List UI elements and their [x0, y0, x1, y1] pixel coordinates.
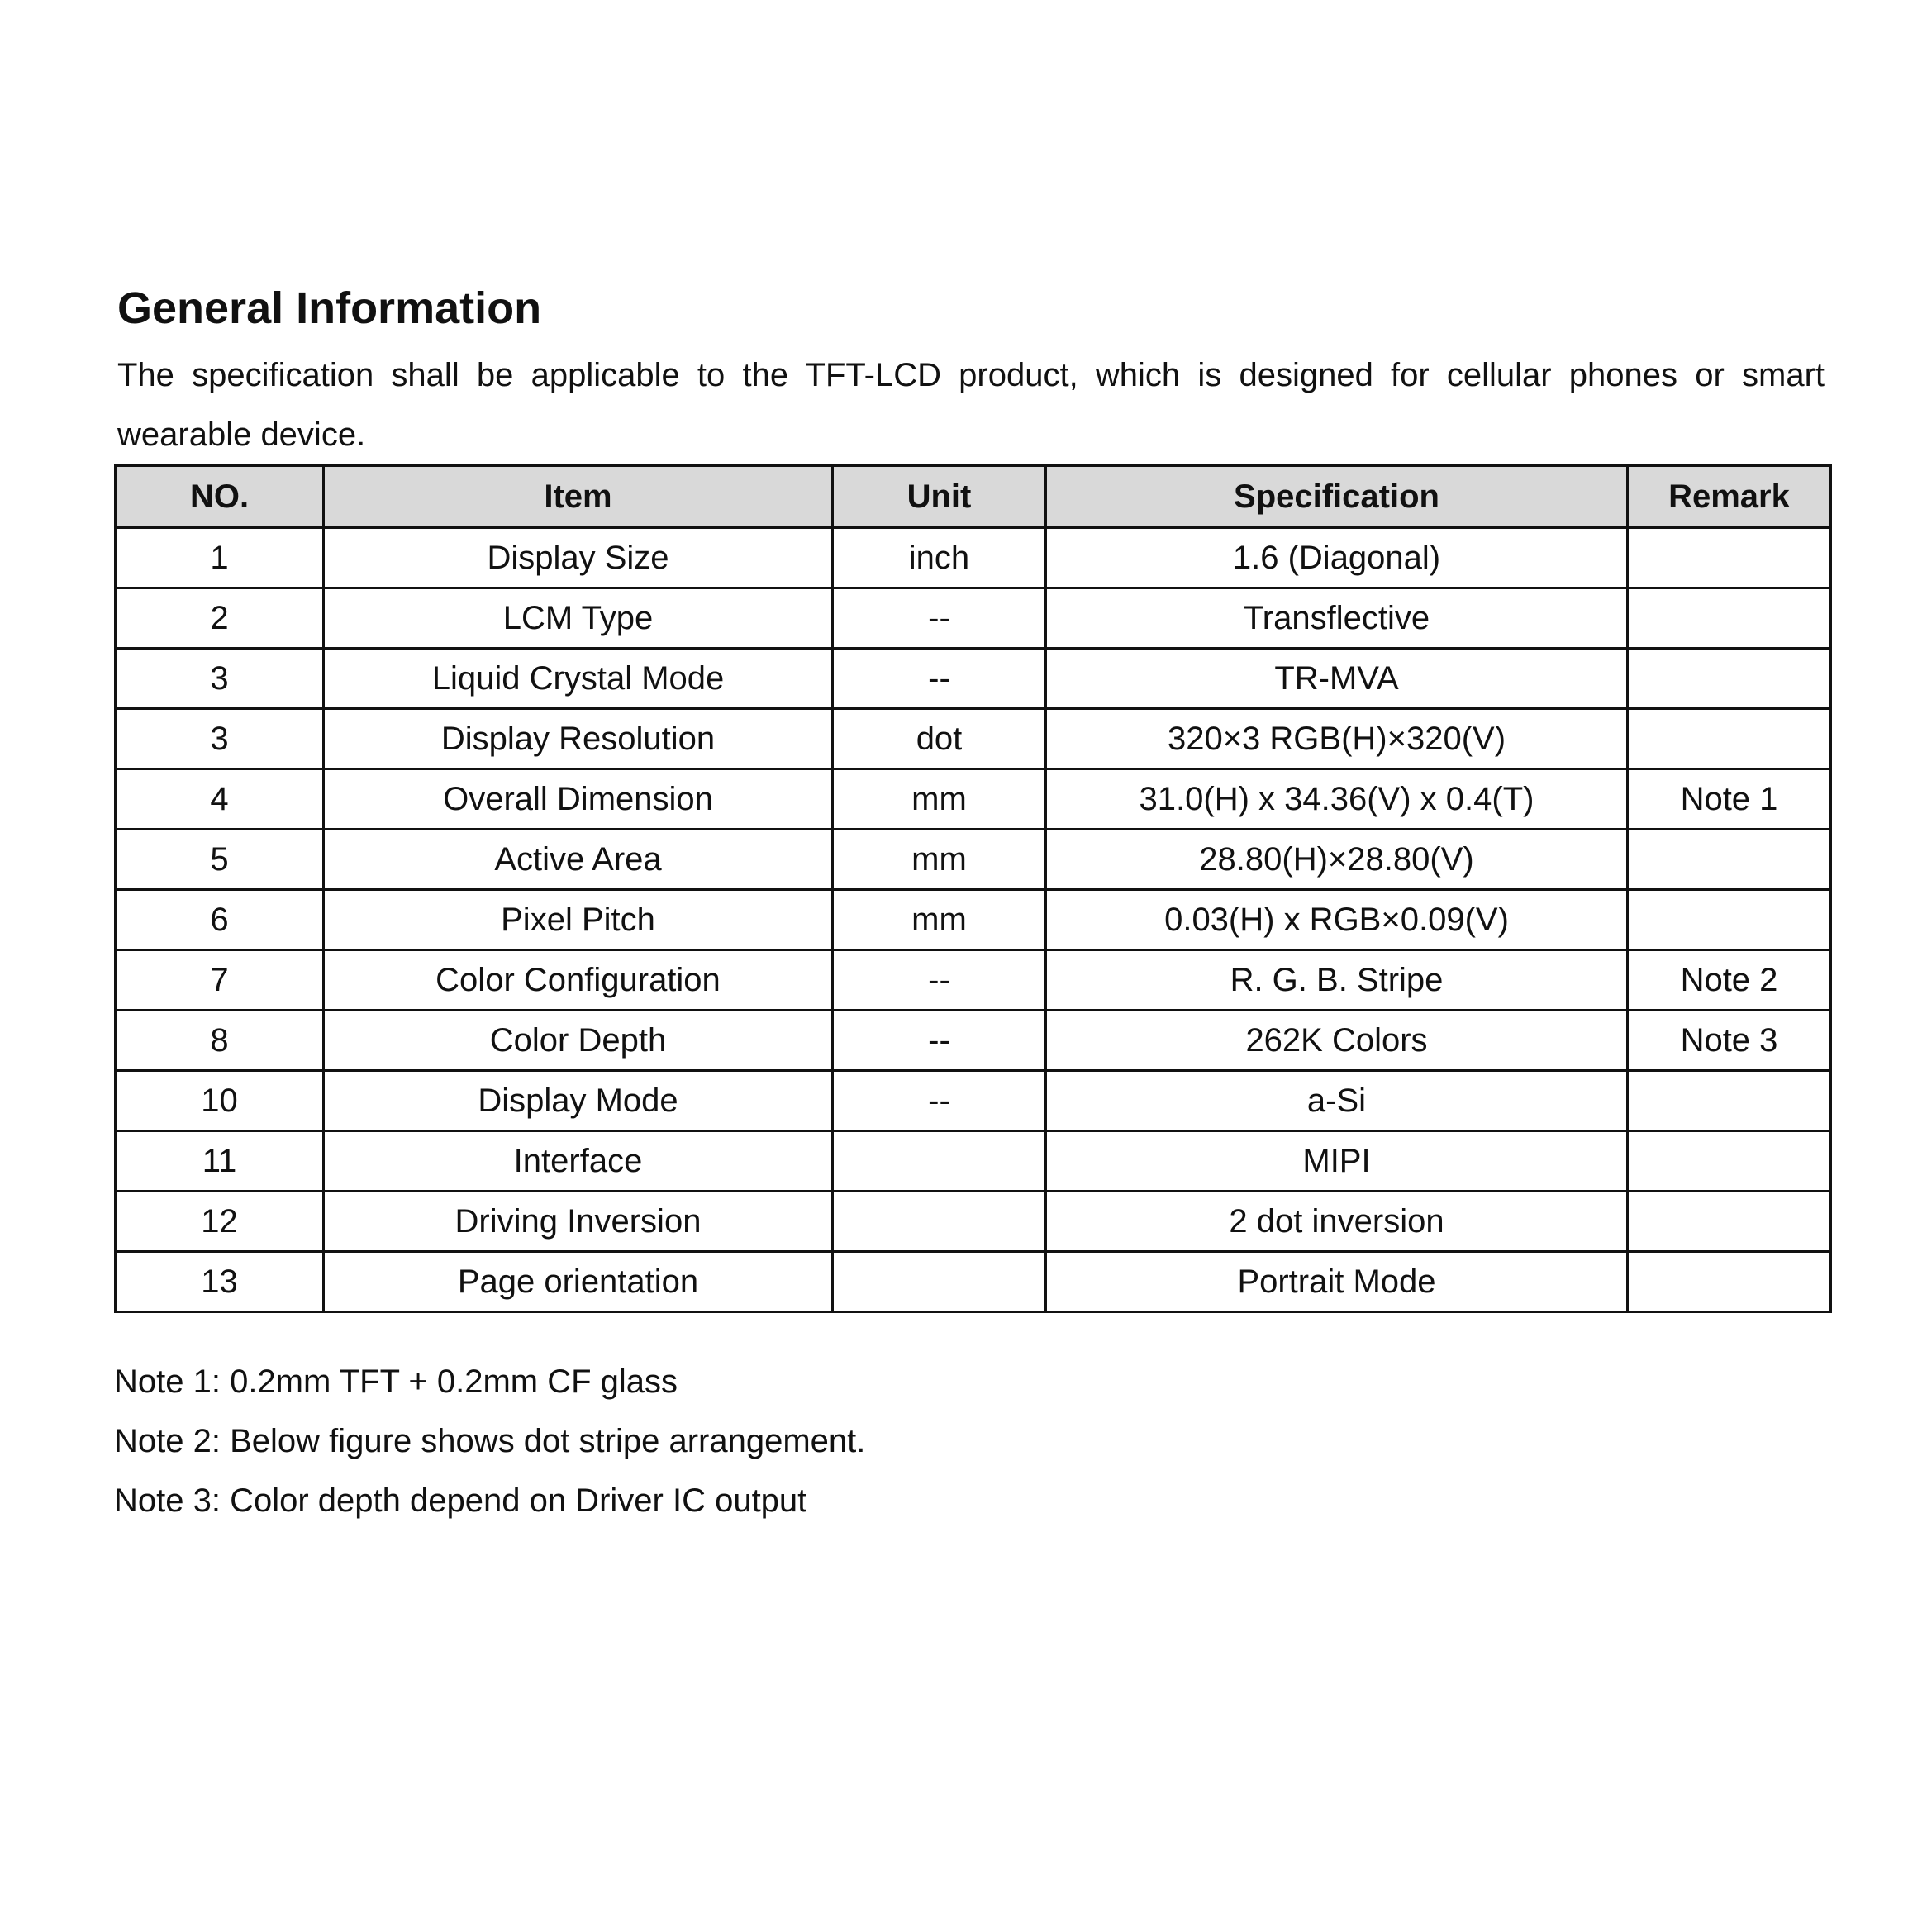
cell-no: 12 [116, 1192, 324, 1252]
cell-no: 6 [116, 890, 324, 950]
cell-no: 13 [116, 1252, 324, 1312]
note-3: Note 3: Color depth depend on Driver IC output [114, 1482, 807, 1519]
cell-item: Display Resolution [324, 709, 833, 769]
cell-item: Display Mode [324, 1071, 833, 1131]
cell-no: 7 [116, 950, 324, 1011]
cell-item: Color Depth [324, 1011, 833, 1071]
cell-unit [833, 1192, 1046, 1252]
cell-item: Active Area [324, 830, 833, 890]
cell-unit: inch [833, 528, 1046, 588]
table-row [116, 1252, 1831, 1312]
cell-item: Color Configuration [324, 950, 833, 1011]
cell-unit: mm [833, 830, 1046, 890]
cell-specification: 31.0(H) x 34.36(V) x 0.4(T) [1046, 769, 1628, 830]
cell-no: 8 [116, 1011, 324, 1071]
cell-specification: a-Si [1046, 1071, 1628, 1131]
cell-remark [1628, 890, 1831, 950]
cell-remark [1628, 709, 1831, 769]
note-1: Note 1: 0.2mm TFT + 0.2mm CF glass [114, 1363, 678, 1400]
table-row [116, 649, 1831, 709]
cell-remark: Note 2 [1628, 950, 1831, 1011]
cell-specification: 28.80(H)×28.80(V) [1046, 830, 1628, 890]
cell-remark [1628, 649, 1831, 709]
table-row [116, 528, 1831, 588]
header-remark: Remark [1628, 466, 1831, 528]
specification-table [114, 464, 1832, 1313]
cell-remark [1628, 830, 1831, 890]
cell-item: Driving Inversion [324, 1192, 833, 1252]
table-header-row [116, 466, 1831, 528]
table-row [116, 709, 1831, 769]
table-row [116, 1192, 1831, 1252]
cell-item: LCM Type [324, 588, 833, 649]
cell-no: 1 [116, 528, 324, 588]
table-row [116, 1011, 1831, 1071]
cell-item: Page orientation [324, 1252, 833, 1312]
cell-no: 5 [116, 830, 324, 890]
cell-unit: -- [833, 649, 1046, 709]
cell-unit: -- [833, 950, 1046, 1011]
cell-remark: Note 1 [1628, 769, 1831, 830]
cell-unit: dot [833, 709, 1046, 769]
table-row [116, 890, 1831, 950]
section-title: General Information [117, 283, 542, 333]
cell-unit [833, 1131, 1046, 1192]
intro-paragraph: The specification shall be applicable to the TFT-LCD product, which is designed for cellular phones or smart wearable device. [117, 357, 1825, 453]
cell-no: 10 [116, 1071, 324, 1131]
cell-unit: -- [833, 588, 1046, 649]
cell-specification: Transflective [1046, 588, 1628, 649]
cell-unit: -- [833, 1011, 1046, 1071]
cell-no: 3 [116, 709, 324, 769]
cell-remark [1628, 1252, 1831, 1312]
notes-list [114, 1352, 865, 1530]
cell-remark [1628, 1192, 1831, 1252]
cell-item: Interface [324, 1131, 833, 1192]
table-row [116, 1131, 1831, 1192]
table-row [116, 830, 1831, 890]
cell-unit: mm [833, 890, 1046, 950]
cell-specification: 2 dot inversion [1046, 1192, 1628, 1252]
header-specification: Specification [1046, 466, 1628, 528]
cell-specification: TR-MVA [1046, 649, 1628, 709]
cell-no: 2 [116, 588, 324, 649]
cell-remark [1628, 528, 1831, 588]
cell-specification: 0.03(H) x RGB×0.09(V) [1046, 890, 1628, 950]
header-unit: Unit [833, 466, 1046, 528]
cell-no: 11 [116, 1131, 324, 1192]
cell-item: Overall Dimension [324, 769, 833, 830]
table-row [116, 1071, 1831, 1131]
cell-no: 4 [116, 769, 324, 830]
cell-no: 3 [116, 649, 324, 709]
header-no: NO. [116, 466, 324, 528]
table-row [116, 588, 1831, 649]
cell-item: Display Size [324, 528, 833, 588]
cell-specification: Portrait Mode [1046, 1252, 1628, 1312]
cell-remark [1628, 1131, 1831, 1192]
cell-unit: -- [833, 1071, 1046, 1131]
cell-item: Liquid Crystal Mode [324, 649, 833, 709]
cell-remark [1628, 1071, 1831, 1131]
cell-specification: R. G. B. Stripe [1046, 950, 1628, 1011]
cell-specification: 320×3 RGB(H)×320(V) [1046, 709, 1628, 769]
cell-specification: 1.6 (Diagonal) [1046, 528, 1628, 588]
cell-specification: MIPI [1046, 1131, 1628, 1192]
cell-specification: 262K Colors [1046, 1011, 1628, 1071]
table-row [116, 769, 1831, 830]
cell-remark: Note 3 [1628, 1011, 1831, 1071]
cell-unit: mm [833, 769, 1046, 830]
cell-unit [833, 1252, 1046, 1312]
cell-item: Pixel Pitch [324, 890, 833, 950]
note-2: Note 2: Below figure shows dot stripe arrangement. [114, 1423, 866, 1459]
header-item: Item [324, 466, 833, 528]
cell-remark [1628, 588, 1831, 649]
table-row [116, 950, 1831, 1011]
